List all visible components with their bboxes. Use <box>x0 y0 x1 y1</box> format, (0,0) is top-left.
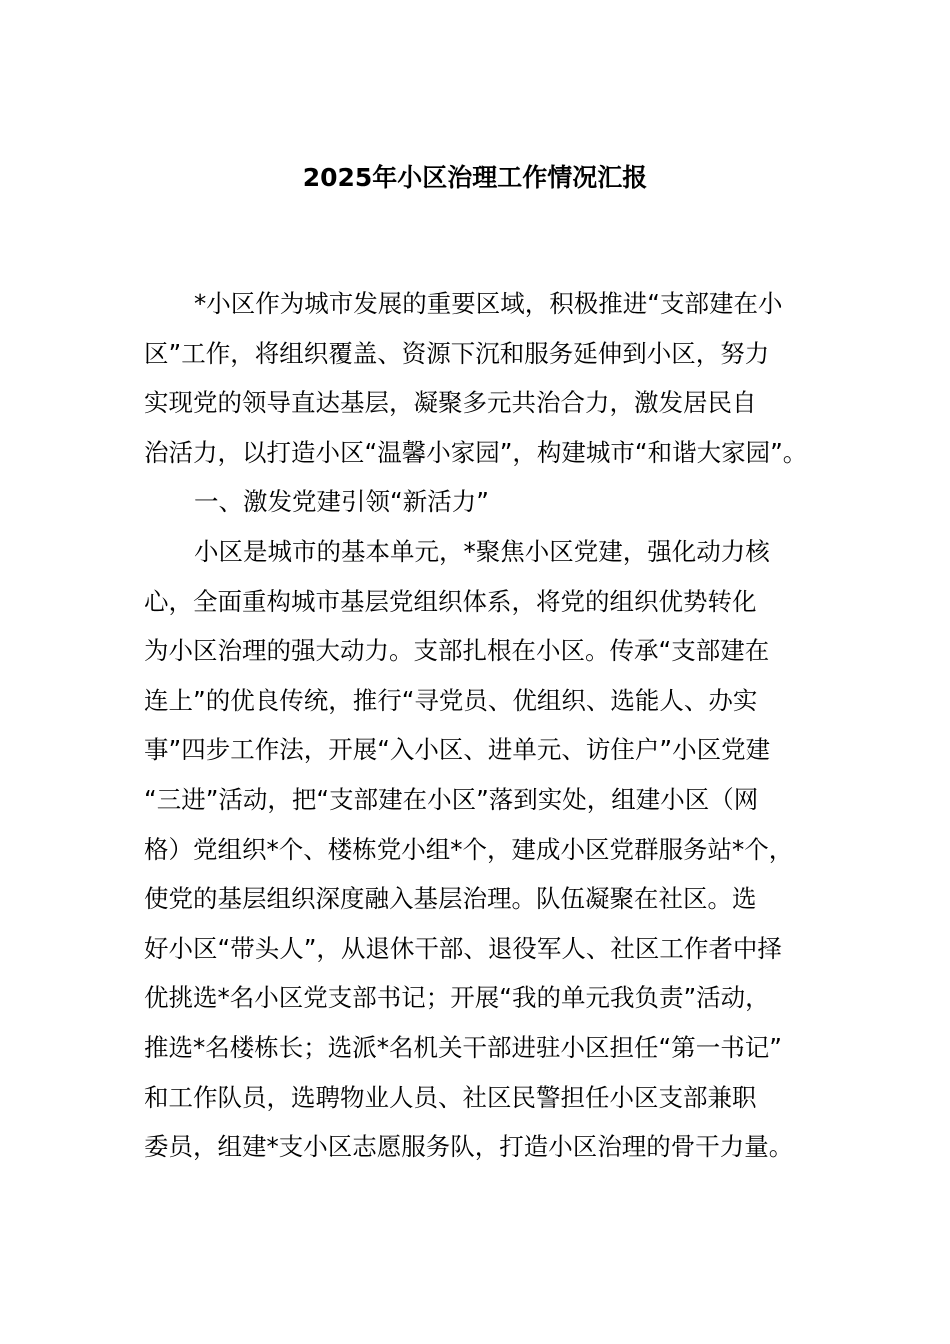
paragraph-line: 格）党组织*个、楼栋党小组*个，建成小区党群服务站*个， <box>144 834 794 864</box>
paragraph-line: 事”四步工作法，开展“入小区、进单元、访住户”小区党建 <box>144 735 771 765</box>
paragraph-line: 使党的基层组织深度融入基层治理。队伍凝聚在社区。选 <box>144 884 757 914</box>
paragraph-line: 连上”的优良传统，推行“寻党员、优组织、选能人、办实 <box>144 685 758 715</box>
paragraph-line: 推选*名楼栋长；选派*名机关干部进驻小区担任“第一书记” <box>144 1032 782 1062</box>
paragraph-line: 心，全面重构城市基层党组织体系，将党的组织优势转化 <box>144 586 757 616</box>
paragraph-line: *小区作为城市发展的重要区域，积极推进“支部建在小 <box>194 289 783 318</box>
paragraph-line: 为小区治理的强大动力。支部扎根在小区。传承“支部建在 <box>144 636 770 666</box>
paragraph-line: 小区是城市的基本单元，*聚焦小区党建，强化动力核 <box>194 536 770 566</box>
document-title: 2025年小区治理工作情况汇报 <box>302 163 648 192</box>
document-body <box>144 279 834 1172</box>
paragraph-line: 委员，组建*支小区志愿服务队，打造小区治理的骨干力量。 <box>144 1132 794 1162</box>
section-heading: 一、激发党建引领“新活力” <box>194 487 489 517</box>
paragraph-line: 实现党的领导直达基层，凝聚多元共治合力，激发居民自 <box>144 388 757 418</box>
paragraph-line: “三进”活动，把“支部建在小区”落到实处，组建小区（网 <box>144 784 759 814</box>
paragraph-line: 优挑选*名小区党支部书记；开展“我的单元我负责”活动， <box>144 983 770 1013</box>
paragraph-line: 区”工作，将组织覆盖、资源下沉和服务延伸到小区，努力 <box>144 338 770 368</box>
paragraph-line: 治活力，以打造小区“温馨小家园”，构建城市“和谐大家园”。 <box>144 437 808 467</box>
paragraph-line: 和工作队员，选聘物业人员、社区民警担任小区支部兼职 <box>144 1082 757 1112</box>
paragraph-line: 好小区“带头人”，从退休干部、退役军人、社区工作者中择 <box>144 933 782 963</box>
